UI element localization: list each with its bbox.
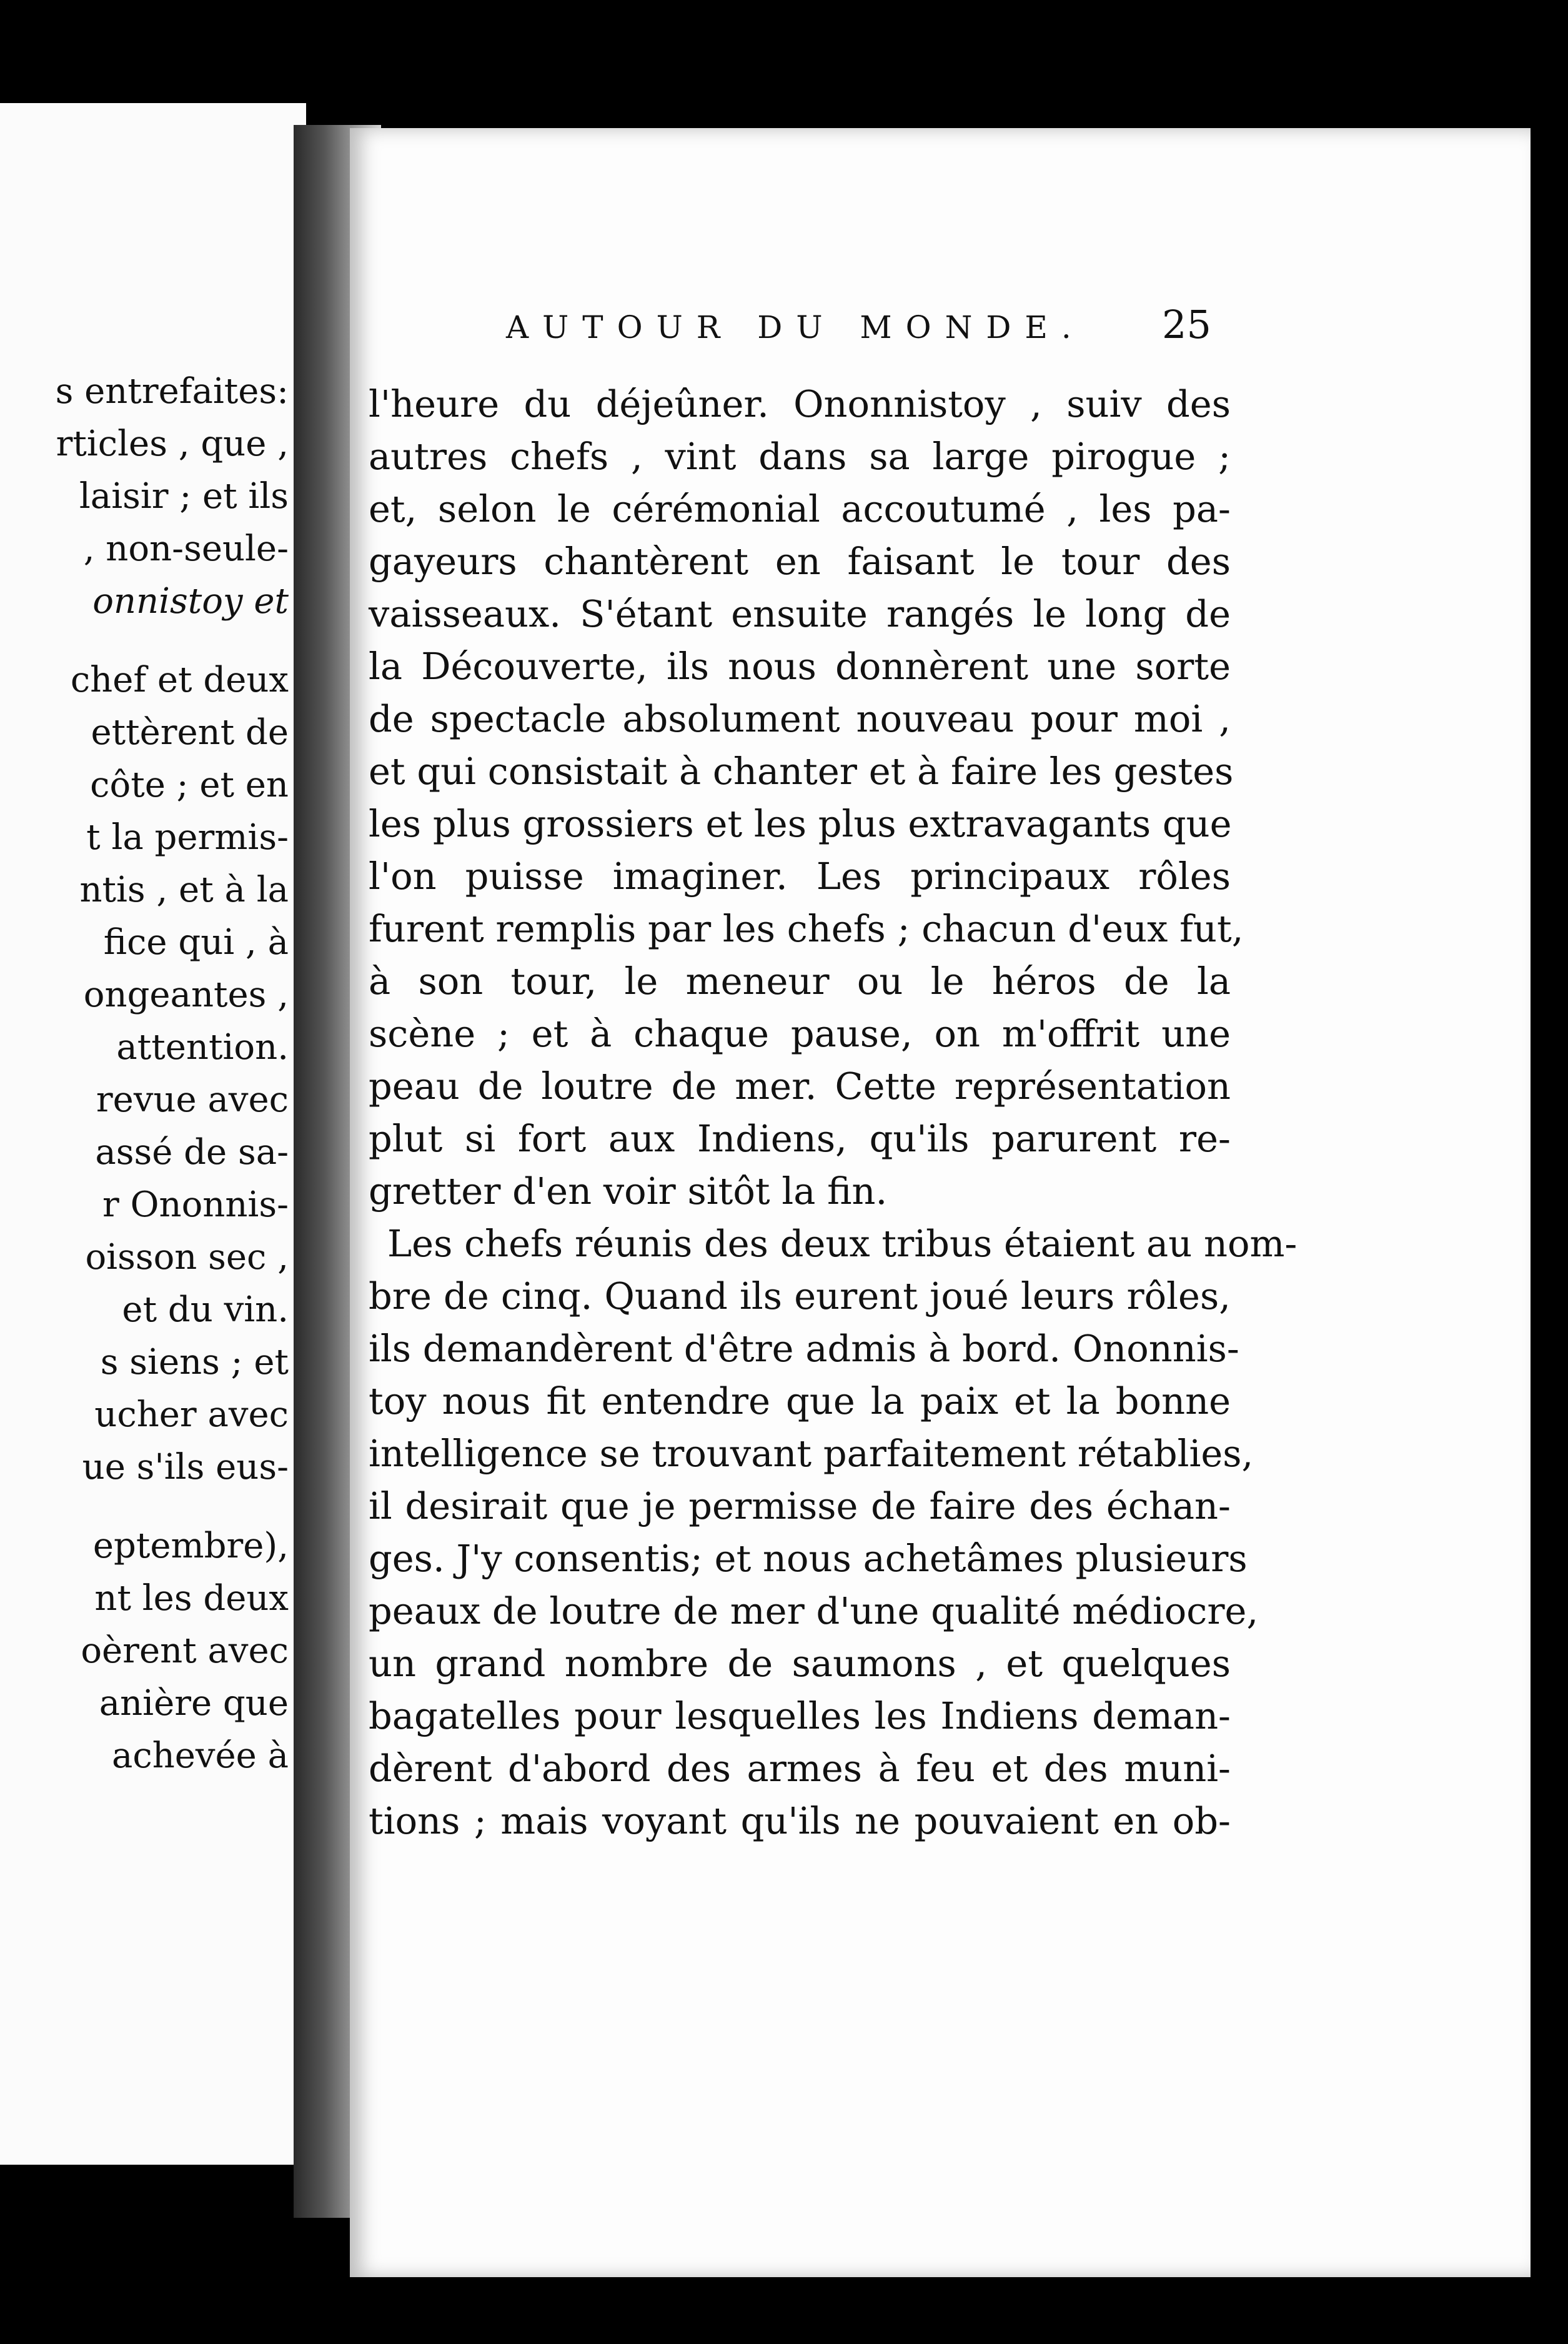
facing-page-line: oisson sec , (85, 1237, 289, 1278)
text-line: l'on puisse imaginer. Les principaux rôles (369, 855, 1231, 898)
text-line: l'heure du déjeûner. Ononnistoy , suiv des (369, 382, 1231, 425)
text-line: dèrent d'abord des armes à feu et des muni- (369, 1747, 1231, 1790)
facing-page-line (0, 628, 300, 654)
text-line: la Découverte, ils nous donnèrent une sorte (369, 645, 1231, 688)
facing-page-line: r Ononnis- (102, 1184, 289, 1225)
facing-page-line: côte ; et en (90, 765, 289, 805)
text-line: ils demandèrent d'être admis à bord. Ononnis- (369, 1327, 1239, 1370)
facing-page-line: eptembre), (92, 1526, 289, 1566)
facing-page-line: achevée à (111, 1736, 289, 1776)
facing-page-line: , non-seule- (83, 529, 289, 569)
facing-page-line: ue s'ils eus- (82, 1447, 289, 1487)
text-line: tions ; mais voyant qu'ils ne pouvaient en ob- (369, 1799, 1231, 1842)
facing-page-line: attention. (116, 1027, 289, 1068)
facing-page-line: anière que (99, 1683, 289, 1724)
facing-page-line: oèrent avec (81, 1631, 289, 1671)
text-line: peaux de loutre de mer d'une qualité médiocre, (369, 1589, 1259, 1632)
text-line: les plus grossiers et les plus extravagants que (369, 802, 1232, 845)
facing-page-line: chef et deux (70, 660, 289, 700)
page-number: 25 (1162, 302, 1211, 347)
text-line: scène ; et à chaque pause, on m'offrit une (369, 1012, 1231, 1055)
text-line: toy nous fit entendre que la paix et la bonne (369, 1379, 1231, 1423)
text-line: un grand nombre de saumons , et quelques (369, 1642, 1231, 1685)
text-line: ges. J'y consentis; et nous achetâmes plusieurs (369, 1537, 1248, 1580)
facing-page-line: rticles , que , (56, 424, 289, 464)
facing-page-text (0, 365, 300, 1782)
facing-page-line: s siens ; et (100, 1342, 289, 1383)
text-line: autres chefs , vint dans sa large pirogue ; (369, 435, 1231, 478)
facing-page-line: et du vin. (122, 1289, 289, 1330)
text-line: vaisseaux. S'étant ensuite rangés le long de (369, 592, 1231, 635)
facing-page-line: onnistoy et (92, 581, 289, 622)
text-line: bagatelles pour lesquelles les Indiens deman- (369, 1694, 1231, 1737)
facing-page-line: ongeantes , (83, 975, 289, 1015)
text-line: gayeurs chantèrent en faisant le tour des (369, 540, 1231, 583)
facing-page-line: laisir ; et ils (79, 476, 289, 517)
facing-page-line: t la permis- (86, 817, 289, 858)
text-line: et, selon le cérémonial accoutumé , les pa- (369, 487, 1231, 530)
facing-page-fragment (0, 103, 306, 2165)
text-line: Les chefs réunis des deux tribus étaient au nom- (387, 1222, 1298, 1265)
text-line: de spectacle absolument nouveau pour moi , (369, 697, 1231, 740)
facing-page-line: fice qui , à (103, 922, 289, 963)
running-head: AUTOUR DU MONDE. (506, 309, 1085, 345)
facing-page-line: ettèrent de (91, 712, 289, 753)
facing-page-line: s entrefaites: (55, 371, 289, 412)
text-line: plut si fort aux Indiens, qu'ils parurent re- (369, 1117, 1231, 1160)
text-line: il desirait que je permisse de faire des échan- (369, 1484, 1231, 1527)
main-page (350, 128, 1531, 2277)
facing-page-line: assé de sa- (95, 1132, 289, 1173)
text-line: peau de loutre de mer. Cette représentation (369, 1065, 1231, 1108)
facing-page-line: nt les deux (94, 1578, 289, 1619)
text-line: et qui consistait à chanter et à faire les gestes (369, 750, 1234, 793)
text-line: gretter d'en voir sitôt la fin. (369, 1170, 888, 1213)
facing-page-line: revue avec (96, 1080, 289, 1120)
facing-page-line: ntis , et à la (79, 870, 289, 910)
page-body-text (369, 378, 1298, 1847)
facing-page-line (0, 1494, 300, 1520)
text-line: intelligence se trouvant parfaitement rétablies, (369, 1432, 1254, 1475)
text-line: bre de cinq. Quand ils eurent joué leurs rôles, (369, 1274, 1231, 1318)
text-line: furent remplis par les chefs ; chacun d'eux fut, (369, 907, 1244, 950)
text-line: à son tour, le meneur ou le héros de la (369, 960, 1231, 1003)
facing-page-line: ucher avec (94, 1394, 289, 1435)
